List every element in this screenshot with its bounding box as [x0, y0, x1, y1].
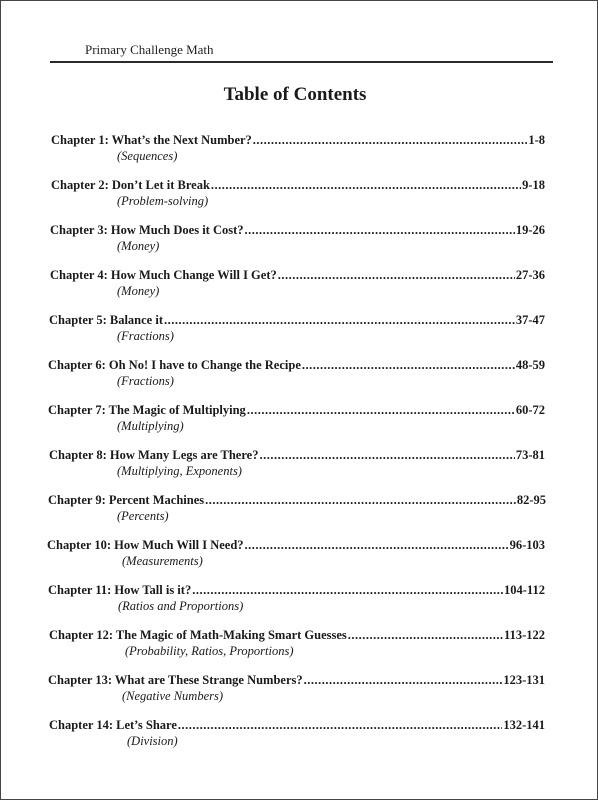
page-range: 37-47 [515, 313, 545, 327]
leader-dots [211, 178, 521, 193]
chapter-topic: (Money) [117, 284, 160, 298]
toc-entry-5 [49, 313, 545, 353]
leader-dots [259, 448, 514, 463]
page-range: 1-8 [528, 133, 545, 147]
header-rule [50, 61, 553, 63]
chapter-topic: (Probability, Ratios, Proportions) [125, 644, 294, 658]
chapter-title: Chapter 12: The Magic of Math-Making Smart Guesses [49, 628, 347, 642]
chapter-topic: (Measurements) [122, 554, 203, 568]
page-range: 9-18 [522, 178, 545, 192]
page-range: 96-103 [509, 538, 545, 552]
leader-dots [302, 358, 515, 373]
leader-dots [348, 628, 503, 643]
page-range: 123-131 [503, 673, 545, 687]
toc-entry-1 [51, 133, 545, 173]
leader-dots [192, 583, 503, 598]
chapter-title: Chapter 8: How Many Legs are There? [49, 448, 259, 462]
chapter-topic: (Multiplying, Exponents) [117, 464, 242, 478]
page-range: 82-95 [516, 493, 546, 507]
page-range: 104-112 [504, 583, 545, 597]
chapter-title: Chapter 9: Percent Machines [48, 493, 205, 507]
chapter-title: Chapter 5: Balance it [49, 313, 163, 327]
toc-entry-11 [48, 583, 545, 623]
chapter-title: Chapter 13: What are These Strange Numbers? [48, 673, 303, 687]
leader-dots [304, 673, 503, 688]
chapter-topic: (Division) [127, 734, 178, 748]
toc-entry-6 [48, 358, 545, 398]
page-range: 113-122 [504, 628, 545, 642]
chapter-title: Chapter 4: How Much Change Will I Get? [50, 268, 277, 282]
chapter-topic: (Money) [117, 239, 160, 253]
leader-dots [178, 718, 502, 733]
page-range: 19-26 [515, 223, 545, 237]
toc-entry-3 [50, 223, 545, 263]
leader-dots [253, 133, 528, 148]
chapter-title: Chapter 6: Oh No! I have to Change the Recipe [48, 358, 301, 372]
chapter-topic: (Fractions) [117, 374, 174, 388]
chapter-topic: (Sequences) [117, 149, 178, 163]
toc-entry-10 [47, 538, 545, 578]
leader-dots [247, 403, 515, 418]
leader-dots [164, 313, 515, 328]
toc-entry-14 [49, 718, 545, 758]
toc-entry-4 [50, 268, 545, 308]
leader-dots [245, 538, 509, 553]
page-range: 48-59 [515, 358, 545, 372]
chapter-title: Chapter 7: The Magic of Multiplying [48, 403, 246, 417]
chapter-topic: (Negative Numbers) [122, 689, 224, 703]
chapter-topic: (Ratios and Proportions) [118, 599, 244, 613]
toc-entry-7 [48, 403, 545, 443]
chapter-topic: (Fractions) [117, 329, 174, 343]
page-title: Table of Contents [223, 84, 367, 105]
page-range: 73-81 [515, 448, 545, 462]
page-range: 60-72 [515, 403, 545, 417]
running-header: Primary Challenge Math [85, 42, 214, 57]
leader-dots [245, 223, 515, 238]
chapter-title: Chapter 14: Let’s Share [49, 718, 177, 732]
page-range: 27-36 [515, 268, 545, 282]
toc-entry-13 [48, 673, 545, 713]
chapter-title: Chapter 3: How Much Does it Cost? [50, 223, 244, 237]
chapter-title: Chapter 2: Don’t Let it Break [51, 178, 210, 192]
leader-dots [278, 268, 515, 283]
toc-entry-9 [48, 493, 546, 533]
chapter-topic: (Problem-solving) [117, 194, 209, 208]
chapter-title: Chapter 10: How Much Will I Need? [47, 538, 244, 552]
leader-dots [205, 493, 516, 508]
page-range: 132-141 [503, 718, 545, 732]
chapter-topic: (Multiplying) [117, 419, 184, 433]
chapter-title: Chapter 11: How Tall is it? [48, 583, 192, 597]
chapter-topic: (Percents) [117, 509, 169, 523]
toc-entry-12 [49, 628, 545, 668]
chapter-title: Chapter 1: What’s the Next Number? [51, 133, 252, 147]
toc-entry-2 [51, 178, 545, 218]
toc-entry-8 [49, 448, 545, 488]
